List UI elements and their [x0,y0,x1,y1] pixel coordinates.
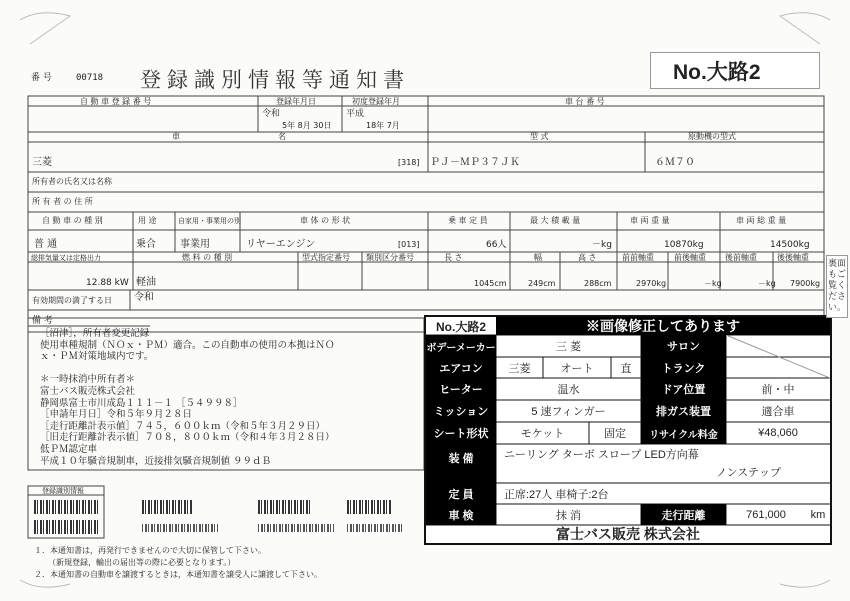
card-number: No.大路2 [435,319,486,334]
length-value: 1045cm [474,279,507,288]
aircon-mode-value: 直 [620,362,632,375]
displacement-value: 12.88 kW [86,278,129,288]
vehicle-number-box: No.大路2 [650,52,820,89]
width-value: 249cm [528,279,556,288]
transmission-label: ミッション [426,400,496,422]
equipment-label: 装 備 [426,444,496,483]
salon-label: サロン [641,335,726,357]
footer-note-1: １．本通知書は，再発行できませんので大切に保管して下さい。 [34,546,266,555]
note-line: ［走行距離計表示値］７４５，６００ｋｍ（令和５年３月２９日） [40,420,326,432]
displacement-label: 総排気量又は定格出力 [31,254,101,262]
document-title: 登録識別情報等通知書 [140,68,410,92]
barcode [258,524,334,532]
biz-value: 事業用 [180,239,210,250]
notes-label: 備 考 [32,316,53,326]
engine-value: ６Ｍ７０ [655,157,695,168]
body-maker-value: 三 菱 [555,341,582,353]
owner-address-label: 所 有 者 の 住 所 [32,197,93,206]
barcode [258,500,310,514]
card-banner: ※画像修正してあります [496,317,830,335]
note-line: ｘ・ＰＭ対策地域内です。 [40,351,154,363]
capacity-label: 乗 車 定 員 [448,216,488,225]
mileage-label: 走行距離 [641,504,726,525]
code-013: [013] [398,240,420,249]
make-value: 三菱 [32,157,52,168]
fuel-label: 燃 料 の 種 別 [182,253,233,262]
front-rear-axle-label: 前後軸重 [674,253,706,262]
rear-rear-axle-label: 後後軸重 [777,253,809,262]
note-line: 静岡県富士市川成島１１１－１ ［５４９９８］ [40,397,243,409]
note-line: ＊一時抹消中所有者＊ [40,374,136,386]
note-line: 平成１０年騒音規制車，近接排気騒音規制値 ９９ｄＢ [40,455,272,467]
footer-note-2: ２．本通知書の自動車を譲渡するときは，本通知書を譲受人に譲渡して下さい。 [34,570,322,579]
inspection-value: 抹 消 [555,509,582,522]
first-era: 平成 [346,109,365,119]
mileage-value: 761,000 [746,508,786,521]
code-318: [318] [398,158,420,167]
capacity-card-value: 正席:27人 車椅子:2台 [504,488,609,501]
biz-label: 自家用・事業用の別 [178,217,241,225]
body-maker-label: ボデーメーカー [426,335,496,357]
front-rear-axle-value: －kg [704,279,722,288]
note-line: 使用車種規制（ＮＯｘ・ＰＭ）適合。この自動車の使用の本拠はＮＯ [40,339,335,351]
use-label: 用 途 [138,216,157,225]
note-line: 低ＰＭ認定車 [40,443,98,455]
aircon-label: エアコン [426,357,496,378]
capacity-card-label: 定 員 [426,483,496,504]
spec-card [424,315,832,545]
length-label: 長 さ [444,253,463,262]
note-line: 富士バス販売株式会社 [40,385,136,397]
weight-label: 車 両 重 量 [630,216,670,225]
make-label: 車 [172,132,180,141]
first-reg-label: 初度登録年月 [352,97,400,106]
max-load-label: 最 大 積 載 量 [530,216,581,225]
trunk-label: トランク [641,357,726,378]
mileage-unit: km [810,508,826,521]
note-line: ［旧走行距離計表示値］７０８，８００ｋｍ（令和４年３月２８日） [40,432,335,444]
recycle-value: ¥48,060 [758,427,798,439]
width-label: 幅 [534,253,542,262]
notes-block [40,328,420,467]
seat-value: モケット [520,428,565,440]
reg-date-label: 登録年月日 [276,97,316,106]
recycle-label: リサイクル料金 [641,422,726,444]
equipment-value: ニーリング ターボ スロープ LED方向幕 [504,449,699,461]
footer-note-1b: （新規登録，輸出の届出等の際に必要となります。） [48,558,236,567]
note-line: ［申請年月日］令和５年９月２８日 [40,409,193,421]
type-spec-label: 型式指定番号 [302,253,350,262]
transmission-value: 5 速フィンガー [531,406,606,418]
serial-number: 00718 [76,73,104,83]
reg-date: 5年 8月 30日 [282,121,332,130]
gross-value: 14500kg [770,240,810,250]
max-load-value: －kg [592,240,612,250]
dealer-name: 富士バス販売 株式会社 [556,526,700,542]
emission-label: 排ガス装置 [641,400,726,422]
kind-label: 自 動 車 の 種 別 [42,216,103,225]
body-value: リヤーエンジン [246,239,316,250]
heater-label: ヒーター [426,378,496,400]
aircon-type-value: オート [560,362,594,375]
id-barcode-2 [34,520,98,534]
reverse-side-stamp: 裏面もご覧ください。 [826,255,848,318]
height-label: 高 さ [578,253,597,262]
front-front-axle-label: 前前軸重 [622,253,654,262]
emission-value: 適合車 [761,406,795,418]
note-line: ［沼津］，所有者変更記録 [40,328,150,339]
chassis-label: 車 台 番 号 [565,97,605,106]
expiry-label: 有効期間の満了する日 [32,296,112,305]
id-info-label: 登録識別情報 [42,487,84,495]
model-value: ＰＪ－ＭＰ３７ＪＫ [430,157,520,168]
class-label: 類別区分番号 [366,253,414,262]
barcode [142,524,218,532]
equipment-value-2: ノンステップ [716,467,782,479]
aircon-make-value: 三菱 [508,362,531,375]
rear-rear-axle-value: 7900kg [790,279,821,288]
kind-value: 普 通 [34,239,58,250]
door-value: 前・中 [761,384,795,396]
barcode [347,500,391,514]
barcode [347,524,403,532]
reg-era: 令和 [262,109,281,119]
capacity-value: 66人 [486,240,507,250]
door-label: ドア位置 [641,378,726,400]
inspection-label: 車 検 [426,504,496,525]
owner-name-label: 所有者の氏名又は名称 [32,177,112,186]
seat-type-value: 固定 [604,428,626,440]
height-value: 288cm [584,279,612,288]
gross-label: 車 両 総 重 量 [736,216,787,225]
use-value: 乗合 [136,239,156,250]
weight-value: 10870kg [664,240,704,250]
rear-front-axle-label: 後前軸重 [725,253,757,262]
front-front-axle-value: 2970kg [636,279,667,288]
fuel-value: 軽油 [136,277,156,288]
model-label: 型 式 [530,132,549,141]
seat-label: シート形状 [426,422,496,444]
engine-label: 原動機の型式 [688,132,736,141]
name-label: 名 [278,132,286,141]
barcode [142,500,192,514]
rear-front-axle-value: －kg [758,279,776,288]
heater-value: 温水 [557,384,580,396]
body-label: 車 体 の 形 状 [300,216,351,225]
first-date: 18年 7月 [366,121,400,130]
note-line [40,363,420,375]
id-barcode [34,500,98,514]
reg-no-label: 自 動 車 登 録 番 号 [80,97,152,106]
expiry-era: 令和 [134,292,154,303]
serial-label: 番 号 [31,73,52,83]
